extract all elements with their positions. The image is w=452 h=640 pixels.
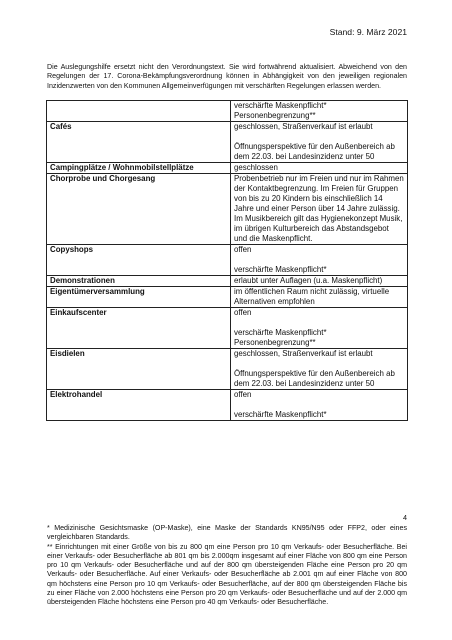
facility-rule <box>231 101 408 122</box>
rule-line: offen <box>234 390 252 399</box>
facility-name: Copyshops <box>47 245 231 276</box>
rule-line: verschärfte Maskenpflicht* <box>234 410 327 419</box>
page-number: 4 <box>403 513 407 522</box>
rule-line: offen <box>234 308 252 317</box>
rule-line <box>234 318 404 328</box>
table-row <box>47 174 408 245</box>
facility-rule <box>231 390 408 421</box>
facility-rule <box>231 245 408 276</box>
rule-line: verschärfte Maskenpflicht* <box>234 328 327 337</box>
table-row <box>47 349 408 390</box>
table-row <box>47 276 408 287</box>
facility-rule <box>231 349 408 390</box>
rule-line: verschärfte Maskenpflicht* <box>234 265 327 274</box>
facility-name <box>47 101 231 122</box>
footnote-capacity: ** Einrichtungen mit einer Größe von bis zu 800 qm eine Person pro 10 qm Verkaufs- oder Besucherfläche. Bei einer Verkaufs- oder Besucherfläche ab 801 qm bis 2.000qm insgesamt auf einer Fläche von 800 qm eine Person pro 10 qm Verkaufs- oder Besucherfläche und auf der 800 qm übersteigenden Fläche eine Person pro 20 qm Verkaufs- oder Besucherfläche. Auf einer Verkaufs- oder Besucherfläche ab 2.001 qm auf einer Fläche von 800 qm höchstens eine Person pro 10 qm Verkaufs- oder Besucherfläche, auf der 800 qm übersteigenden Fläche bis zu einer Fläche von 2.000 höchstens eine Person pro 20 qm Verkaufs- oder Besucherfläche und auf der 2.000 qm übersteigenden Fläche höchstens eine Person pro 40 qm Verkaufs- oder Besucherfläche. <box>47 542 407 607</box>
intro-paragraph: Die Auslegungshilfe ersetzt nicht den Verordnungstext. Sie wird fortwährend aktualisiert. Abweichend von den Regelungen der 17. Corona-Bekämpfungsverordnung können in Abhängigkeit von den jeweiligen regionalen Inzidenzwerten von den Kommunen Allgemeinverfügungen mit verschärften Regelungen erlassen werden. <box>47 63 407 90</box>
rule-line: im öffentlichen Raum nicht zulässig, virtuelle Alternativen empfohlen <box>234 287 390 306</box>
facility-rule <box>231 122 408 163</box>
rule-line <box>234 255 404 265</box>
rule-line: Personenbegrenzung** <box>234 338 316 347</box>
facility-name: Chorprobe und Chorgesang <box>47 174 231 245</box>
facility-name: Demonstrationen <box>47 276 231 287</box>
facility-name: Campingplätze / Wohnmobilstellplätze <box>47 163 231 174</box>
rule-line <box>234 359 404 369</box>
footnotes <box>47 524 407 608</box>
facility-rule <box>231 287 408 308</box>
table-row <box>47 122 408 163</box>
rules-table <box>46 100 408 421</box>
table-row <box>47 390 408 421</box>
rule-line: geschlossen, Straßenverkauf ist erlaubt <box>234 122 373 131</box>
date-stamp: Stand: 9. März 2021 <box>329 27 407 37</box>
facility-name: Cafés <box>47 122 231 163</box>
rule-line: Probenbetrieb nur im Freien und nur im Rahmen der Kontaktbegrenzung. Im Freien für Gruppen von bis zu 20 Kindern bis einschließlich 14 Jahre und einer Person über 14 Jahre zulässig. Im Musikbereich gilt das Hygienekonzept Musik, im übrigen Kulturbereich das Abstandsgebot und die Maskenpflicht. <box>234 174 404 243</box>
facility-name: Eigentümerversammlung <box>47 287 231 308</box>
facility-rule <box>231 174 408 245</box>
facility-rule <box>231 308 408 349</box>
rule-line: geschlossen <box>234 163 278 172</box>
rule-line: verschärfte Maskenpflicht* <box>234 101 327 110</box>
rule-line <box>234 132 404 142</box>
table-row <box>47 101 408 122</box>
rule-line: Öffnungsperspektive für den Außenbereich ab dem 22.03. bei Landesinzidenz unter 50 <box>234 369 395 388</box>
facility-name: Eisdielen <box>47 349 231 390</box>
rule-line: erlaubt unter Auflagen (u.a. Maskenpflicht) <box>234 276 383 285</box>
footnote-mask: * Medizinische Gesichtsmaske (OP-Maske), eine Maske der Standards KN95/N95 oder FFP2, oder eines vergleichbaren Standards. <box>47 524 407 542</box>
facility-name: Einkaufscenter <box>47 308 231 349</box>
rule-line: Personenbegrenzung** <box>234 111 316 120</box>
facility-rule <box>231 276 408 287</box>
rule-line: geschlossen, Straßenverkauf ist erlaubt <box>234 349 373 358</box>
rule-line: offen <box>234 245 252 254</box>
table-row <box>47 163 408 174</box>
table-row <box>47 245 408 276</box>
rule-line: Öffnungsperspektive für den Außenbereich ab dem 22.03. bei Landesinzidenz unter 50 <box>234 142 395 161</box>
facility-name: Elektrohandel <box>47 390 231 421</box>
rule-line <box>234 400 404 410</box>
table-row <box>47 287 408 308</box>
facility-rule <box>231 163 408 174</box>
table-row <box>47 308 408 349</box>
